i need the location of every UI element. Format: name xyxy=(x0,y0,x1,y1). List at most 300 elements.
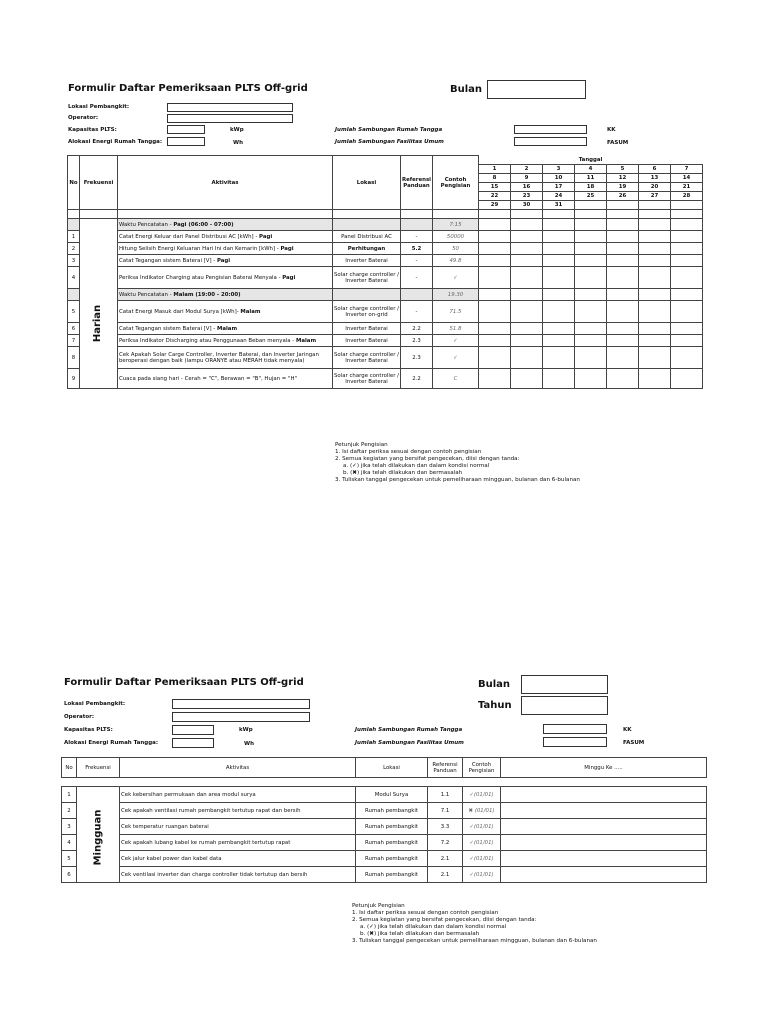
spacer-cell xyxy=(120,778,356,787)
row-date-cell[interactable] xyxy=(543,335,575,347)
row-date-cell[interactable] xyxy=(543,255,575,267)
form1-title: Formulir Daftar Pemeriksaan PLTS Off-grid xyxy=(68,83,308,94)
row-no: 5 xyxy=(68,301,80,323)
row-activity: Cek temperatur ruangan baterai xyxy=(120,819,356,835)
note-line: Petunjuk Pengisian xyxy=(335,442,388,448)
form1-lokasi-input[interactable] xyxy=(167,103,293,112)
tanggal-cell: 19 xyxy=(607,183,639,192)
row-no: 6 xyxy=(62,867,77,883)
form2-operator-input[interactable] xyxy=(172,712,310,722)
row-date-cell[interactable] xyxy=(639,335,671,347)
row-referensi: 2.1 xyxy=(428,851,463,867)
row-date-cell[interactable] xyxy=(543,289,575,301)
tanggal-cell: 17 xyxy=(543,183,575,192)
tanggal-cell: 2 xyxy=(511,165,543,174)
col-frekuensi-header: Frekuensi xyxy=(77,758,120,778)
row-activity: Cek apakah ventilasi rumah pembangkit tertutup rapat dan bersih xyxy=(120,803,356,819)
row-date-cell[interactable] xyxy=(479,369,511,389)
activity-text: Catat Tegangan sistem Baterai [V] - xyxy=(119,325,217,332)
activity-row xyxy=(62,867,707,883)
form2-alokasi-input[interactable] xyxy=(172,738,214,748)
row-referensi: 2.3 xyxy=(401,347,433,369)
activity-time: Malam (19:00 - 20:00) xyxy=(173,291,241,298)
note-line: b. (✖) jika telah dilakukan dan bermasalah xyxy=(343,470,463,476)
row-referensi: - xyxy=(401,301,433,323)
row-date-cell[interactable] xyxy=(639,267,671,289)
row-minggu-cell[interactable] xyxy=(501,835,707,851)
row-minggu-cell[interactable] xyxy=(501,787,707,803)
row-date-cell[interactable] xyxy=(479,231,511,243)
tanggal-cell: 25 xyxy=(575,192,607,201)
form1-operator-input[interactable] xyxy=(167,114,293,123)
form2-alokasi-label: Alokasi Energi Rumah Tangga: xyxy=(64,740,159,746)
row-contoh: 50 xyxy=(433,243,479,255)
row-date-cell[interactable] xyxy=(607,301,639,323)
spacer-row xyxy=(68,210,703,219)
row-referensi xyxy=(401,289,433,301)
spacer-cell xyxy=(501,778,707,787)
row-referensi: 2.3 xyxy=(401,335,433,347)
form1-jml-rt-label: Jumlah Sambungan Rumah Tangga xyxy=(335,127,443,133)
spacer-cell xyxy=(543,210,575,219)
row-date-cell[interactable] xyxy=(639,243,671,255)
row-date-cell[interactable] xyxy=(511,369,543,389)
row-date-cell[interactable] xyxy=(639,255,671,267)
col-no-header: No xyxy=(68,156,80,210)
row-referensi: 2.1 xyxy=(428,867,463,883)
row-activity xyxy=(118,219,333,231)
row-date-cell[interactable] xyxy=(671,255,703,267)
row-activity: Cek kebersihan permukaan dan area modul surya xyxy=(120,787,356,803)
form1-jml-fu-label: Jumlah Sambungan Fasilitas Umum xyxy=(335,139,444,145)
row-date-cell[interactable] xyxy=(511,347,543,369)
row-date-cell[interactable] xyxy=(575,255,607,267)
tanggal-cell xyxy=(607,201,639,210)
row-activity xyxy=(118,347,333,369)
row-date-cell[interactable] xyxy=(639,219,671,231)
tanggal-cell: 11 xyxy=(575,174,607,183)
activity-time: Pagi xyxy=(280,245,294,252)
row-activity xyxy=(118,231,333,243)
row-date-cell[interactable] xyxy=(511,219,543,231)
tanggal-cell: 3 xyxy=(543,165,575,174)
row-date-cell[interactable] xyxy=(511,231,543,243)
row-date-cell[interactable] xyxy=(511,323,543,335)
row-minggu-cell[interactable] xyxy=(501,803,707,819)
row-referensi: 2.2 xyxy=(401,323,433,335)
row-date-cell[interactable] xyxy=(607,289,639,301)
row-lokasi: Panel Distribusi AC xyxy=(333,231,401,243)
row-date-cell[interactable] xyxy=(575,323,607,335)
row-date-cell[interactable] xyxy=(479,267,511,289)
row-date-cell[interactable] xyxy=(639,231,671,243)
activity-time: Pagi xyxy=(216,257,231,264)
activity-text: Waktu Pencatatan - xyxy=(119,291,174,298)
row-date-cell[interactable] xyxy=(671,231,703,243)
activity-row xyxy=(68,243,703,255)
spacer-cell xyxy=(479,210,511,219)
form1-alokasi-unit: Wh xyxy=(233,140,243,146)
row-referensi: 1.1 xyxy=(428,787,463,803)
row-contoh: ✓(01/01) xyxy=(463,835,501,851)
row-date-cell[interactable] xyxy=(639,347,671,369)
row-no: 9 xyxy=(68,369,80,389)
form1-kapasitas-input[interactable] xyxy=(167,125,205,134)
row-no: 4 xyxy=(62,835,77,851)
row-minggu-cell[interactable] xyxy=(501,819,707,835)
row-lokasi: Inverter Baterai xyxy=(333,255,401,267)
row-date-cell[interactable] xyxy=(575,301,607,323)
form2-lokasi-input[interactable] xyxy=(172,699,310,709)
form1-alokasi-input[interactable] xyxy=(167,137,205,146)
spacer-cell xyxy=(80,210,118,219)
spacer-cell xyxy=(401,210,433,219)
row-date-cell[interactable] xyxy=(671,243,703,255)
tanggal-cell: 20 xyxy=(639,183,671,192)
row-referensi xyxy=(401,219,433,231)
row-date-cell[interactable] xyxy=(607,219,639,231)
tanggal-cell: 21 xyxy=(671,183,703,192)
row-date-cell[interactable] xyxy=(607,369,639,389)
row-date-cell[interactable] xyxy=(543,231,575,243)
row-date-cell[interactable] xyxy=(671,219,703,231)
activity-row xyxy=(62,787,707,803)
spacer-cell xyxy=(68,210,80,219)
row-date-cell[interactable] xyxy=(479,289,511,301)
tanggal-cell: 22 xyxy=(479,192,511,201)
row-date-cell[interactable] xyxy=(479,347,511,369)
col-minggu-header: Minggu Ke ..... xyxy=(501,758,707,778)
row-contoh: ✓ xyxy=(433,347,479,369)
col-frekuensi-header: Frekuensi xyxy=(80,156,118,210)
row-contoh: 50000 xyxy=(433,231,479,243)
row-date-cell[interactable] xyxy=(479,255,511,267)
spacer-cell xyxy=(356,778,428,787)
row-contoh: ✓(01/01) xyxy=(463,787,501,803)
activity-row xyxy=(68,347,703,369)
row-date-cell[interactable] xyxy=(479,335,511,347)
row-lokasi: Inverter Baterai xyxy=(333,323,401,335)
form2-jml-rt-label: Jumlah Sambungan Rumah Tangga xyxy=(355,727,463,733)
tanggal-cell: 7 xyxy=(671,165,703,174)
row-referensi: 7.1 xyxy=(428,803,463,819)
form2-bulan-label: Bulan xyxy=(478,679,511,690)
row-no: 4 xyxy=(68,267,80,289)
spacer-row xyxy=(62,778,707,787)
activity-row xyxy=(62,819,707,835)
row-no: 3 xyxy=(62,819,77,835)
row-no: 3 xyxy=(68,255,80,267)
row-date-cell[interactable] xyxy=(671,267,703,289)
note-line: Petunjuk Pengisian xyxy=(352,903,405,909)
row-date-cell[interactable] xyxy=(575,243,607,255)
tanggal-cell: 12 xyxy=(607,174,639,183)
tanggal-cell: 10 xyxy=(543,174,575,183)
row-activity xyxy=(118,243,333,255)
tanggal-cell: 9 xyxy=(511,174,543,183)
row-date-cell[interactable] xyxy=(607,267,639,289)
spacer-cell xyxy=(639,210,671,219)
row-date-cell[interactable] xyxy=(639,289,671,301)
form2-table xyxy=(61,757,707,883)
row-date-cell[interactable] xyxy=(479,243,511,255)
form2-frekuensi-mingguan: Mingguan xyxy=(92,809,104,866)
tanggal-cell: 5 xyxy=(607,165,639,174)
spacer-cell xyxy=(118,210,333,219)
row-activity xyxy=(118,255,333,267)
form2-kapasitas-label: Kapasitas PLTS: xyxy=(64,727,113,733)
row-contoh: 49.8 xyxy=(433,255,479,267)
row-contoh: 51.8 xyxy=(433,323,479,335)
tanggal-cell: 6 xyxy=(639,165,671,174)
activity-row xyxy=(62,803,707,819)
activity-text: Cek Apakah Solar Carge Controller, Inverter Baterai, dan Inverter Jaringan beroperasi dengan baik (lampu ORANYE atau MERAH tidak menyala) xyxy=(119,351,319,364)
form1-kapasitas-label: Kapasitas PLTS: xyxy=(68,127,117,133)
row-lokasi: Modul Surya xyxy=(356,787,428,803)
form1-lokasi-label: Lokasi Pembangkit: xyxy=(68,104,130,110)
header-row xyxy=(68,156,703,165)
row-activity xyxy=(118,369,333,389)
row-date-cell[interactable] xyxy=(671,347,703,369)
note-line: 3. Tuliskan tanggal pengecekan untuk pemeliharaan mingguan, bulanan dan 6-bulanan xyxy=(335,477,580,483)
row-referensi: - xyxy=(401,255,433,267)
row-date-cell[interactable] xyxy=(607,255,639,267)
spacer-cell xyxy=(463,778,501,787)
frekuensi-cell xyxy=(80,219,118,389)
tanggal-cell: 8 xyxy=(479,174,511,183)
row-date-cell[interactable] xyxy=(511,243,543,255)
tanggal-cell: 15 xyxy=(479,183,511,192)
note-line: b. (✖) jika telah dilakukan dan bermasalah xyxy=(360,931,480,937)
spacer-cell xyxy=(333,210,401,219)
row-date-cell[interactable] xyxy=(543,219,575,231)
form1-frekuensi-harian: Harian xyxy=(92,304,104,343)
tanggal-cell: 26 xyxy=(607,192,639,201)
row-lokasi xyxy=(333,219,401,231)
row-date-cell[interactable] xyxy=(511,335,543,347)
row-activity xyxy=(118,289,333,301)
row-date-cell[interactable] xyxy=(607,231,639,243)
row-date-cell[interactable] xyxy=(575,267,607,289)
form2-jml-rt-input[interactable] xyxy=(543,724,607,734)
row-date-cell[interactable] xyxy=(575,369,607,389)
tanggal-cell: 24 xyxy=(543,192,575,201)
form1-operator-label: Operator: xyxy=(68,115,99,121)
row-date-cell[interactable] xyxy=(543,267,575,289)
form2-tahun-label: Tahun xyxy=(478,700,512,711)
col-aktivitas-header: Aktivitas xyxy=(120,758,356,778)
row-date-cell[interactable] xyxy=(575,231,607,243)
form1-kapasitas-unit: kWp xyxy=(230,127,244,133)
header-row xyxy=(62,758,707,778)
row-minggu-cell[interactable] xyxy=(501,851,707,867)
activity-row xyxy=(68,301,703,323)
note-line: 2. Semua kegiatan yang bersifat pengecekan, diisi dengan tanda: xyxy=(335,456,520,462)
activity-time: Malam xyxy=(216,325,238,332)
row-date-cell[interactable] xyxy=(543,347,575,369)
activity-text: Catat Energi Keluar dari Panel Distribusi AC [kWh] - xyxy=(119,233,260,240)
col-lokasi-header: Lokasi xyxy=(333,156,401,210)
row-lokasi: Rumah pembangkit xyxy=(356,851,428,867)
row-lokasi: Solar charge controller / Inverter Baterai xyxy=(333,369,401,389)
activity-time: Malam xyxy=(295,337,317,344)
form1-jml-fu-unit: FASUM xyxy=(607,140,629,146)
row-activity: Cek apakah lubang kabel ke rumah pembangkit tertutup rapat xyxy=(120,835,356,851)
row-date-cell[interactable] xyxy=(511,289,543,301)
col-referensi-header: Referensi Panduan xyxy=(401,156,433,210)
activity-text: Hitung Selisih Energi Keluaran Hari Ini dan Kemarin [kWh] - xyxy=(119,245,281,252)
row-date-cell[interactable] xyxy=(671,289,703,301)
col-lokasi-header: Lokasi xyxy=(356,758,428,778)
activity-text: Cuaca pada siang hari - Cerah = "C", Berawan = "B", Hujan = "H" xyxy=(119,375,298,382)
form1-jml-fu-input[interactable] xyxy=(514,137,587,146)
col-aktivitas-header: Aktivitas xyxy=(118,156,333,210)
row-contoh: 19.30 xyxy=(433,289,479,301)
tanggal-cell: 18 xyxy=(575,183,607,192)
row-contoh: 71.5 xyxy=(433,301,479,323)
row-date-cell[interactable] xyxy=(607,347,639,369)
note-line: 1. Isi daftar periksa sesuai dengan contoh pengisian xyxy=(335,449,482,455)
row-date-cell[interactable] xyxy=(575,347,607,369)
row-date-cell[interactable] xyxy=(639,323,671,335)
note-line: 2. Semua kegiatan yang bersifat pengecekan, diisi dengan tanda: xyxy=(352,917,537,923)
row-contoh: 7:15 xyxy=(433,219,479,231)
tanggal-cell: 28 xyxy=(671,192,703,201)
col-contoh-header: Contoh Pengisian xyxy=(463,758,501,778)
row-lokasi: Solar charge controller / Inverter Baterai xyxy=(333,347,401,369)
row-lokasi: Solar charge controller / Inverter on-grid xyxy=(333,301,401,323)
row-date-cell[interactable] xyxy=(607,323,639,335)
activity-time: Malam xyxy=(240,308,261,315)
activity-row xyxy=(62,835,707,851)
row-activity xyxy=(118,267,333,289)
row-no: 7 xyxy=(68,335,80,347)
tanggal-cell xyxy=(671,201,703,210)
row-date-cell[interactable] xyxy=(543,243,575,255)
row-date-cell[interactable] xyxy=(575,335,607,347)
form2-operator-label: Operator: xyxy=(64,714,95,720)
activity-row xyxy=(68,369,703,389)
row-date-cell[interactable] xyxy=(479,219,511,231)
row-minggu-cell[interactable] xyxy=(501,867,707,883)
row-referensi: 5.2 xyxy=(401,243,433,255)
tanggal-cell: 23 xyxy=(511,192,543,201)
form2-jml-fu-unit: FASUM xyxy=(623,740,645,746)
col-tanggal-header: Tanggal xyxy=(479,156,703,165)
activity-text: Periksa Indikator Charging atau Pengisian Baterai Menyala - xyxy=(119,274,283,281)
activity-row xyxy=(68,255,703,267)
tanggal-cell: 13 xyxy=(639,174,671,183)
form2-lokasi-label: Lokasi Pembangkit: xyxy=(64,701,126,707)
row-date-cell[interactable] xyxy=(671,335,703,347)
row-date-cell[interactable] xyxy=(607,243,639,255)
activity-text: Periksa Indikator Discharging atau Penggunaan Beban menyala - xyxy=(119,337,296,344)
tanggal-cell xyxy=(639,201,671,210)
spacer-cell xyxy=(607,210,639,219)
row-lokasi: Inverter Baterai xyxy=(333,335,401,347)
row-date-cell[interactable] xyxy=(543,369,575,389)
row-activity xyxy=(118,323,333,335)
row-lokasi: Rumah pembangkit xyxy=(356,819,428,835)
row-no: 2 xyxy=(68,243,80,255)
form2-jml-rt-unit: KK xyxy=(623,727,632,733)
form1-table xyxy=(67,155,703,389)
row-date-cell[interactable] xyxy=(479,301,511,323)
row-date-cell[interactable] xyxy=(671,301,703,323)
row-date-cell[interactable] xyxy=(543,301,575,323)
note-line: 1. Isi daftar periksa sesuai dengan contoh pengisian xyxy=(352,910,499,916)
activity-time: Pagi xyxy=(282,274,296,281)
row-activity xyxy=(118,335,333,347)
row-referensi: - xyxy=(401,267,433,289)
col-contoh-header: Contoh Pengisian xyxy=(433,156,479,210)
form1-bulan-label: Bulan xyxy=(450,84,483,95)
row-date-cell[interactable] xyxy=(671,369,703,389)
spacer-cell xyxy=(62,778,77,787)
form2-notes xyxy=(352,903,597,945)
row-contoh: ✓ xyxy=(433,267,479,289)
row-no: 6 xyxy=(68,323,80,335)
form1-jml-rt-unit: KK xyxy=(607,127,616,133)
form2-jml-fu-input[interactable] xyxy=(543,737,607,747)
row-activity xyxy=(118,301,333,323)
tanggal-cell: 31 xyxy=(543,201,575,210)
row-no: 1 xyxy=(68,231,80,243)
activity-row xyxy=(62,851,707,867)
form1-jml-rt-input[interactable] xyxy=(514,125,587,134)
row-contoh: ✖ (01/01) xyxy=(463,803,501,819)
activity-row xyxy=(68,219,703,231)
row-referensi: 2.2 xyxy=(401,369,433,389)
activity-row xyxy=(68,231,703,243)
row-date-cell[interactable] xyxy=(511,267,543,289)
form2-tahun-input[interactable] xyxy=(521,696,608,715)
row-date-cell[interactable] xyxy=(575,219,607,231)
row-no xyxy=(68,289,80,301)
row-date-cell[interactable] xyxy=(671,323,703,335)
row-lokasi: Rumah pembangkit xyxy=(356,835,428,851)
form1-bulan-input[interactable] xyxy=(487,80,586,99)
row-date-cell[interactable] xyxy=(511,301,543,323)
row-date-cell[interactable] xyxy=(639,301,671,323)
row-referensi: 7.2 xyxy=(428,835,463,851)
row-date-cell[interactable] xyxy=(511,255,543,267)
row-date-cell[interactable] xyxy=(575,289,607,301)
row-no: 8 xyxy=(68,347,80,369)
tanggal-cell: 14 xyxy=(671,174,703,183)
row-date-cell[interactable] xyxy=(639,369,671,389)
row-activity: Cek ventilasi inverter dan charge controller tidak tertutup dan bersih xyxy=(120,867,356,883)
col-no-header: No xyxy=(62,758,77,778)
spacer-cell xyxy=(511,210,543,219)
row-date-cell[interactable] xyxy=(479,323,511,335)
form1-notes xyxy=(335,442,580,484)
row-date-cell[interactable] xyxy=(543,323,575,335)
activity-row xyxy=(68,323,703,335)
activity-time: Pagi (06:00 - 07:00) xyxy=(173,221,234,228)
row-lokasi: Solar charge controller / Inverter Baterai xyxy=(333,267,401,289)
tanggal-cell: 4 xyxy=(575,165,607,174)
form2-jml-fu-label: Jumlah Sambungan Fasilitas Umum xyxy=(355,740,464,746)
row-no xyxy=(68,219,80,231)
activity-row xyxy=(68,335,703,347)
form2-bulan-input[interactable] xyxy=(521,675,608,694)
row-date-cell[interactable] xyxy=(607,335,639,347)
row-activity: Cek jalur kabel power dan kabel data xyxy=(120,851,356,867)
activity-text: Catat Tegangan sistem Baterai [V] - xyxy=(119,257,217,264)
row-referensi: - xyxy=(401,231,433,243)
form2-kapasitas-input[interactable] xyxy=(172,725,214,735)
